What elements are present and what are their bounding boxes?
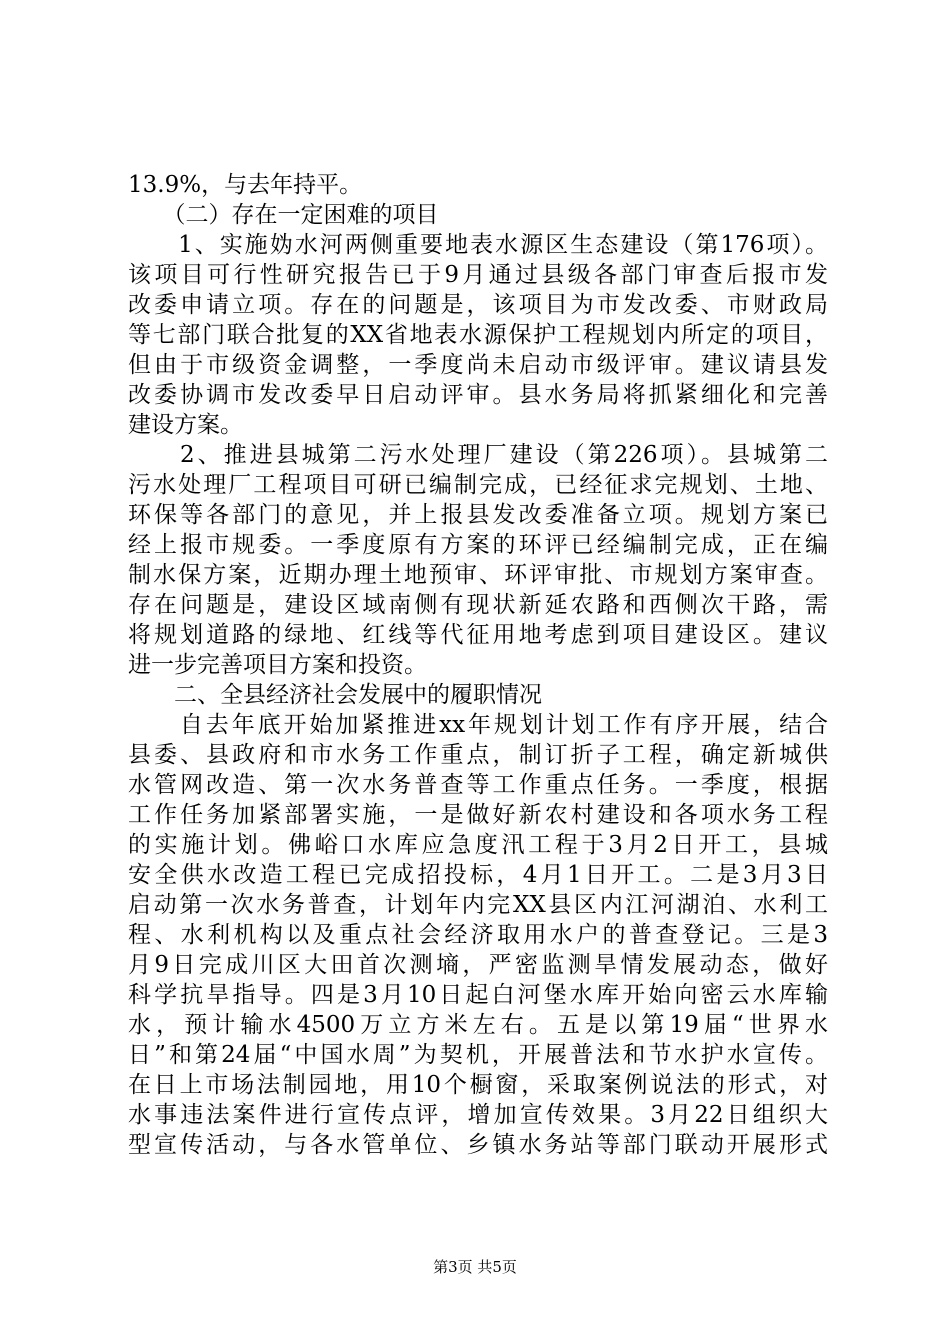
text-line: 环保等各部门的意见，并上报县发改委准备立项。规划方案已 <box>128 502 828 528</box>
text-line: 自去年底开始加紧推进xx年规划计划工作有序开展，结合 <box>128 712 828 738</box>
text-line: 程、水利机构以及重点社会经济取用水户的普查登记。三是3 <box>128 922 828 948</box>
text-line: 安全供水改造工程已完成招投标，4月1日开工。二是3月3日 <box>128 862 828 888</box>
text-line: 经上报市规委。一季度原有方案的环评已经编制完成，正在编 <box>128 532 828 558</box>
text-line: 存在问题是，建设区域南侧有现状新延农路和西侧次干路，需 <box>128 592 828 618</box>
text-line: 水管网改造、第一次水务普查等工作重点任务。一季度，根据 <box>128 772 828 798</box>
text-line: 建设方案。 <box>128 412 243 438</box>
text-line: 改委申请立项。存在的问题是，该项目为市发改委、市财政局 <box>128 292 828 318</box>
text-line: 13.9%，与去年持平。 <box>128 172 363 198</box>
text-line: 型宣传活动，与各水管单位、乡镇水务站等部门联动开展形式 <box>128 1132 828 1158</box>
text-line: 工作任务加紧部署实施，一是做好新农村建设和各项水务工程 <box>128 802 828 828</box>
text-line: 改委协调市发改委早日启动评审。县水务局将抓紧细化和完善 <box>128 382 828 408</box>
text-line: 但由于市级资金调整，一季度尚未启动市级评审。建议请县发 <box>128 352 828 378</box>
text-line: 污水处理厂工程项目可研已编制完成，已经征求完规划、土地、 <box>128 472 828 498</box>
text-line: 制水保方案，近期办理土地预审、环评审批、市规划方案审查。 <box>128 562 828 588</box>
text-line: 将规划道路的绿地、红线等代征用地考虑到项目建设区。建议 <box>128 622 828 648</box>
document-body <box>128 170 828 1160</box>
section-heading: （二）存在一定困难的项目 <box>128 202 439 228</box>
text-line: 在日上市场法制园地，用10个橱窗，采取案例说法的形式，对 <box>128 1072 828 1098</box>
text-line: 1、实施妫水河两侧重要地表水源区生态建设（第176项）。 <box>128 232 828 258</box>
text-line: 进一步完善项目方案和投资。 <box>128 652 427 678</box>
text-line: 水事违法案件进行宣传点评，增加宣传效果。3月22日组织大 <box>128 1102 828 1128</box>
text-line: 日”和第24届“中国水周”为契机，开展普法和节水护水宣传。 <box>128 1042 828 1068</box>
text-line: 科学抗旱指导。四是3月10日起白河堡水库开始向密云水库输 <box>128 982 828 1008</box>
text-line: 月9日完成川区大田首次测墒，严密监测旱情发展动态，做好 <box>128 952 828 978</box>
text-line: 县委、县政府和市水务工作重点，制订折子工程，确定新城供 <box>128 742 828 768</box>
text-line: 水，预计输水4500万立方米左右。五是以第19届“世界水 <box>128 1012 828 1038</box>
page-number-footer: 第3页 共5页 <box>433 1258 517 1276</box>
text-line: 等七部门联合批复的XX省地表水源保护工程规划内所定的项目， <box>128 322 828 348</box>
text-line: 启动第一次水务普查，计划年内完XX县区内江河湖泊、水利工 <box>128 892 828 918</box>
section-heading: 二、全县经济社会发展中的履职情况 <box>128 682 542 708</box>
text-line: 2、推进县城第二污水处理厂建设（第226项）。县城第二 <box>128 442 828 468</box>
text-line: 该项目可行性研究报告已于9月通过县级各部门审查后报市发 <box>128 262 828 288</box>
text-line: 的实施计划。佛峪口水库应急度汛工程于3月2日开工，县城 <box>128 832 828 858</box>
